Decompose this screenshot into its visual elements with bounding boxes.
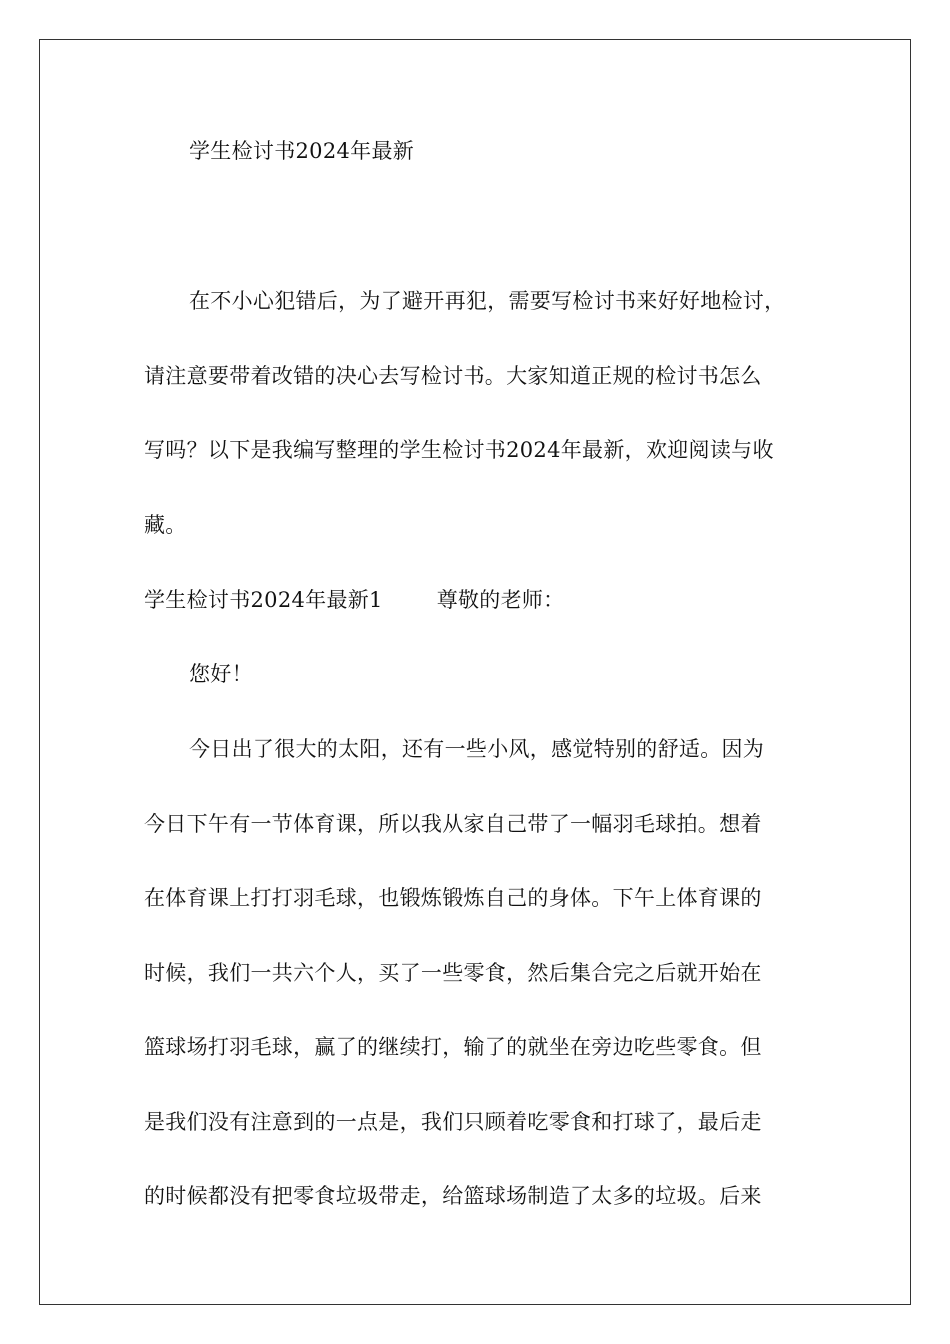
body-line-4: 时候，我们一共六个人，买了一些零食，然后集合完之后就开始在	[144, 961, 762, 985]
body-line-7: 的时候都没有把零食垃圾带走，给篮球场制造了太多的垃圾。后来	[144, 1184, 762, 1208]
body-line-1: 今日出了很大的太阳，还有一些小风，感觉特别的舒适。因为	[189, 737, 765, 761]
greeting: 您好！	[189, 662, 253, 686]
body-line-5: 篮球场打羽毛球，赢了的继续打，输了的就坐在旁边吃些零食。但	[144, 1035, 762, 1059]
section-heading: 学生检讨书2024年最新1	[144, 588, 383, 612]
body-line-3: 在体育课上打打羽毛球，也锻炼锻炼自己的身体。下午上体育课的	[144, 886, 762, 910]
body-line-2: 今日下午有一节体育课，所以我从家自己带了一幅羽毛球拍。想着	[144, 812, 762, 836]
intro-line-4: 藏。	[144, 513, 187, 537]
section-heading-line	[144, 586, 565, 614]
document-title: 学生检讨书2024年最新	[189, 139, 415, 163]
intro-line-3: 写吗？以下是我编写整理的学生检讨书2024年最新，欢迎阅读与收	[144, 438, 774, 462]
intro-line-2: 请注意要带着改错的决心去写检讨书。大家知道正规的检讨书怎么	[144, 364, 762, 388]
intro-line-1: 在不小心犯错后，为了避开再犯，需要写检讨书来好好地检讨，	[189, 289, 786, 313]
salutation: 尊敬的老师：	[436, 588, 565, 612]
body-line-6: 是我们没有注意到的一点是，我们只顾着吃零食和打球了，最后走	[144, 1110, 762, 1134]
